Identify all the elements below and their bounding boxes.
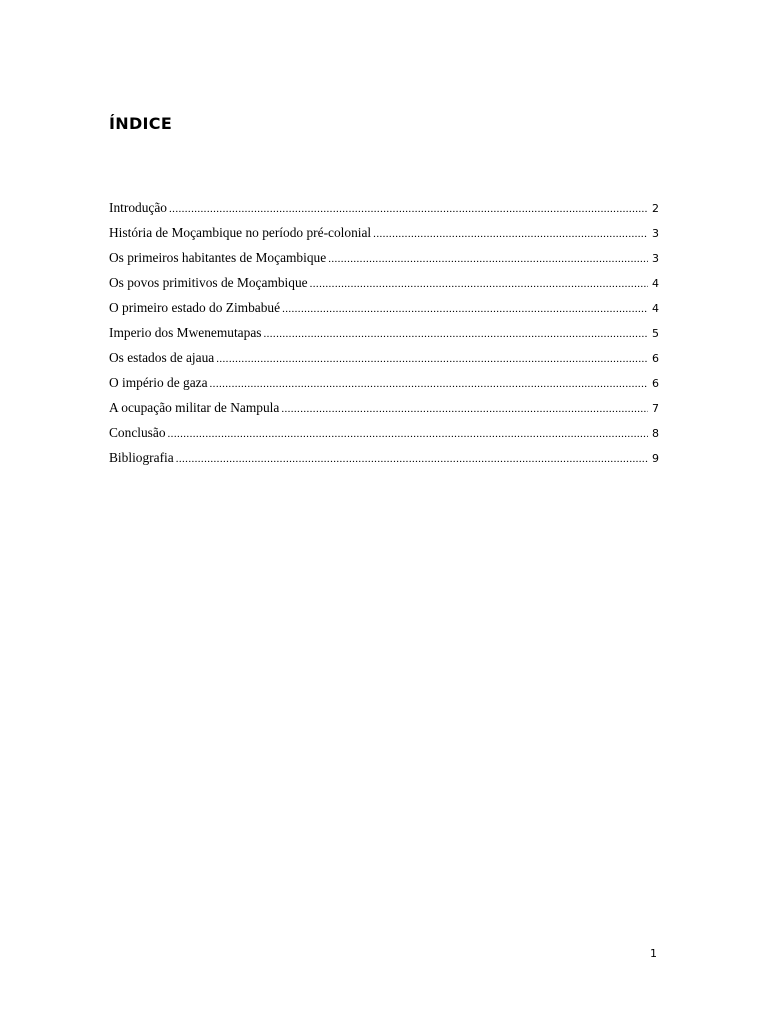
toc-dot-leader <box>210 374 648 394</box>
toc-entry-label: Os estados de ajaua <box>109 350 215 365</box>
toc-entry[interactable] <box>109 373 659 398</box>
toc-entry-page: 7 <box>652 402 659 415</box>
toc-dot-leader <box>282 299 648 319</box>
page-number: 1 <box>650 947 657 960</box>
toc-entry-page: 9 <box>652 452 659 465</box>
toc-entry[interactable] <box>109 448 659 473</box>
toc-entry-page: 6 <box>652 377 659 390</box>
toc-dot-leader <box>216 349 648 369</box>
toc-entry-label: O império de gaza <box>109 375 208 390</box>
toc-entry-page: 4 <box>652 302 659 315</box>
toc-entry[interactable] <box>109 423 659 448</box>
toc-dot-leader <box>176 449 648 469</box>
toc-entry-page: 6 <box>652 352 659 365</box>
toc-entry-page: 3 <box>652 252 659 265</box>
toc-dot-leader <box>310 274 648 294</box>
toc-dot-leader <box>168 424 648 444</box>
toc-entry-label: A ocupação militar de Nampula <box>109 400 280 415</box>
toc-entry-page: 5 <box>652 327 659 340</box>
toc-entry-label: Conclusão <box>109 425 166 440</box>
toc-entry-label: História de Moçambique no período pré-colonial <box>109 225 372 240</box>
toc-entry[interactable] <box>109 298 659 323</box>
toc-entry[interactable] <box>109 323 659 348</box>
toc-entry-label: Bibliografia <box>109 450 174 465</box>
toc-entry-label: O primeiro estado do Zimbabué <box>109 300 281 315</box>
toc-entry[interactable] <box>109 198 659 223</box>
toc-entry-label: Imperio dos Mwenemutapas <box>109 325 262 340</box>
toc-entry-label: Os primeiros habitantes de Moçambique <box>109 250 327 265</box>
toc-dot-leader <box>281 399 648 419</box>
toc-entry-page: 2 <box>652 202 659 215</box>
toc-entry-page: 3 <box>652 227 659 240</box>
toc-dot-leader <box>263 324 648 344</box>
table-of-contents <box>109 198 659 473</box>
toc-entry-label: Introdução <box>109 200 168 215</box>
toc-dot-leader <box>169 199 648 219</box>
toc-entry[interactable] <box>109 348 659 373</box>
toc-entry[interactable] <box>109 398 659 423</box>
toc-entry-label: Os povos primitivos de Moçambique <box>109 275 308 290</box>
toc-entry[interactable] <box>109 248 659 273</box>
toc-entry-page: 8 <box>652 427 659 440</box>
toc-title: ÍNDICE <box>109 114 173 133</box>
toc-dot-leader <box>328 249 648 269</box>
toc-entry-page: 4 <box>652 277 659 290</box>
toc-dot-leader <box>373 224 648 244</box>
toc-entry[interactable] <box>109 223 659 248</box>
toc-entry[interactable] <box>109 273 659 298</box>
